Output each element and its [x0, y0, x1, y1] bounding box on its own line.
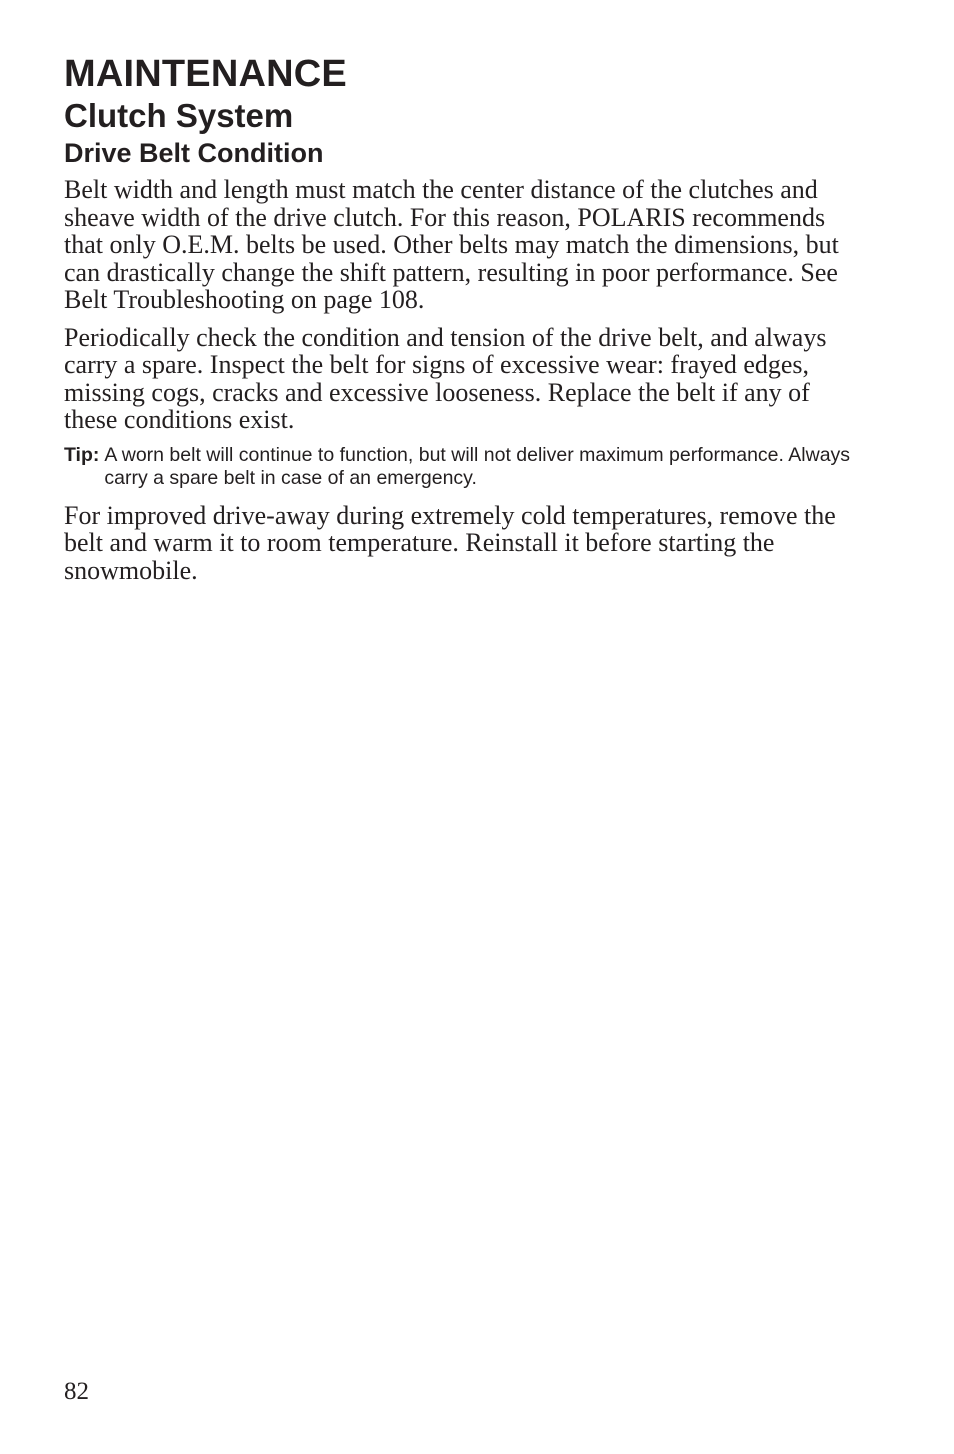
body-paragraph-1: Belt width and length must match the center distance of the clutches and sheave width of the drive clutch. For this reason, POLARIS recommends that only O.E.M. belts be used. Other belts may match the dimensions, but can drastically change the shift pattern, resulting in poor performance. See Belt Troubleshooting on page 108. [64, 175, 839, 314]
body-paragraph-2: Periodically check the condition and tension of the drive belt, and always carry a spare. Inspect the belt for signs of excessive wear: frayed edges, missing cogs, cracks and excessive looseness. Replace the belt if any of these conditions exist. [64, 322, 827, 434]
body-paragraph-3: For improved drive-away during extremely cold temperatures, remove the belt and warm it to room temperature. Reinstall it before starting the snowmobile. [64, 500, 836, 585]
tip-text: A worn belt will continue to function, but will not deliver maximum performance. Always carry a spare belt in case of an emergency. [104, 443, 851, 489]
tip-note [64, 444, 864, 490]
section-title: MAINTENANCE [64, 53, 347, 95]
page-number: 82 [64, 1378, 89, 1405]
subsection-title: Clutch System [64, 97, 294, 134]
page-content [64, 52, 864, 594]
topic-title: Drive Belt Condition [64, 138, 324, 168]
tip-label: Tip: [64, 443, 100, 466]
